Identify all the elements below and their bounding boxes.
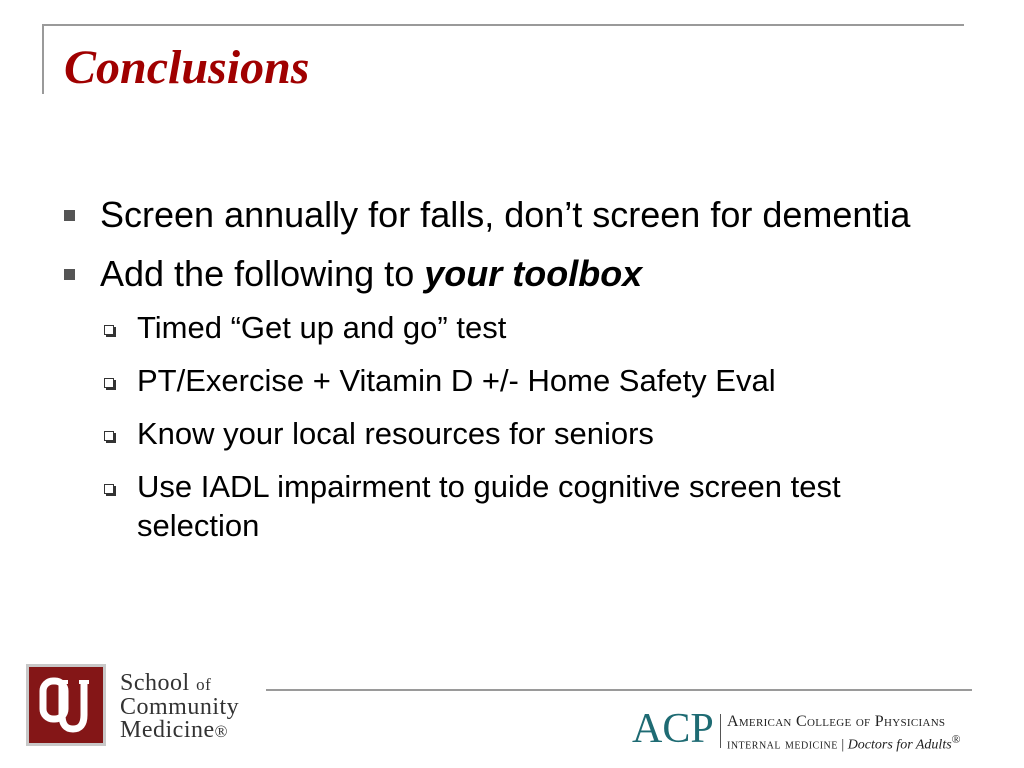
bullet-text: Screen annually for falls, don’t screen for dementia	[100, 194, 911, 235]
footer-rule	[266, 689, 972, 691]
slide-title: Conclusions	[64, 41, 310, 94]
frame-top-border	[42, 24, 964, 26]
square-bullet-icon	[64, 210, 75, 221]
bullet-item	[62, 249, 962, 298]
bullet-list	[62, 190, 962, 559]
bullet-item	[62, 190, 962, 239]
acp-divider	[720, 714, 721, 748]
acp-organization-name: American College of Physicians	[727, 713, 946, 730]
acp-logo-letters: ACP	[632, 706, 714, 752]
sub-bullet-text: PT/Exercise + Vitamin D +/- Home Safety Eval	[137, 363, 776, 398]
school-line-1: School of	[120, 670, 212, 696]
hollow-box-bullet-icon	[104, 484, 114, 494]
hollow-box-bullet-icon	[104, 431, 114, 441]
school-line-3: Medicine®	[120, 717, 229, 743]
ou-monogram-icon	[29, 667, 103, 743]
bullet-emphasis: your toolbox	[424, 253, 643, 294]
sub-bullet-item	[62, 308, 962, 347]
square-bullet-icon	[64, 269, 75, 280]
sub-bullet-item	[62, 361, 962, 400]
school-line-2: Community	[120, 694, 240, 720]
sub-bullet-text: Know your local resources for seniors	[137, 416, 654, 451]
sub-bullet-text: Timed “Get up and go” test	[137, 310, 507, 345]
hollow-box-bullet-icon	[104, 325, 114, 335]
sub-bullet-text: Use IADL impairment to guide cognitive screen test selection	[137, 469, 841, 543]
sub-bullet-item	[62, 414, 962, 453]
school-of-community-medicine-logo	[120, 672, 239, 743]
bullet-text: Add the following to	[100, 253, 425, 294]
ou-logo	[26, 664, 106, 746]
frame-left-border	[42, 24, 44, 94]
acp-tagline: internal medicine | Doctors for Adults®	[727, 733, 961, 753]
hollow-box-bullet-icon	[104, 378, 114, 388]
sub-bullet-item	[62, 467, 962, 545]
